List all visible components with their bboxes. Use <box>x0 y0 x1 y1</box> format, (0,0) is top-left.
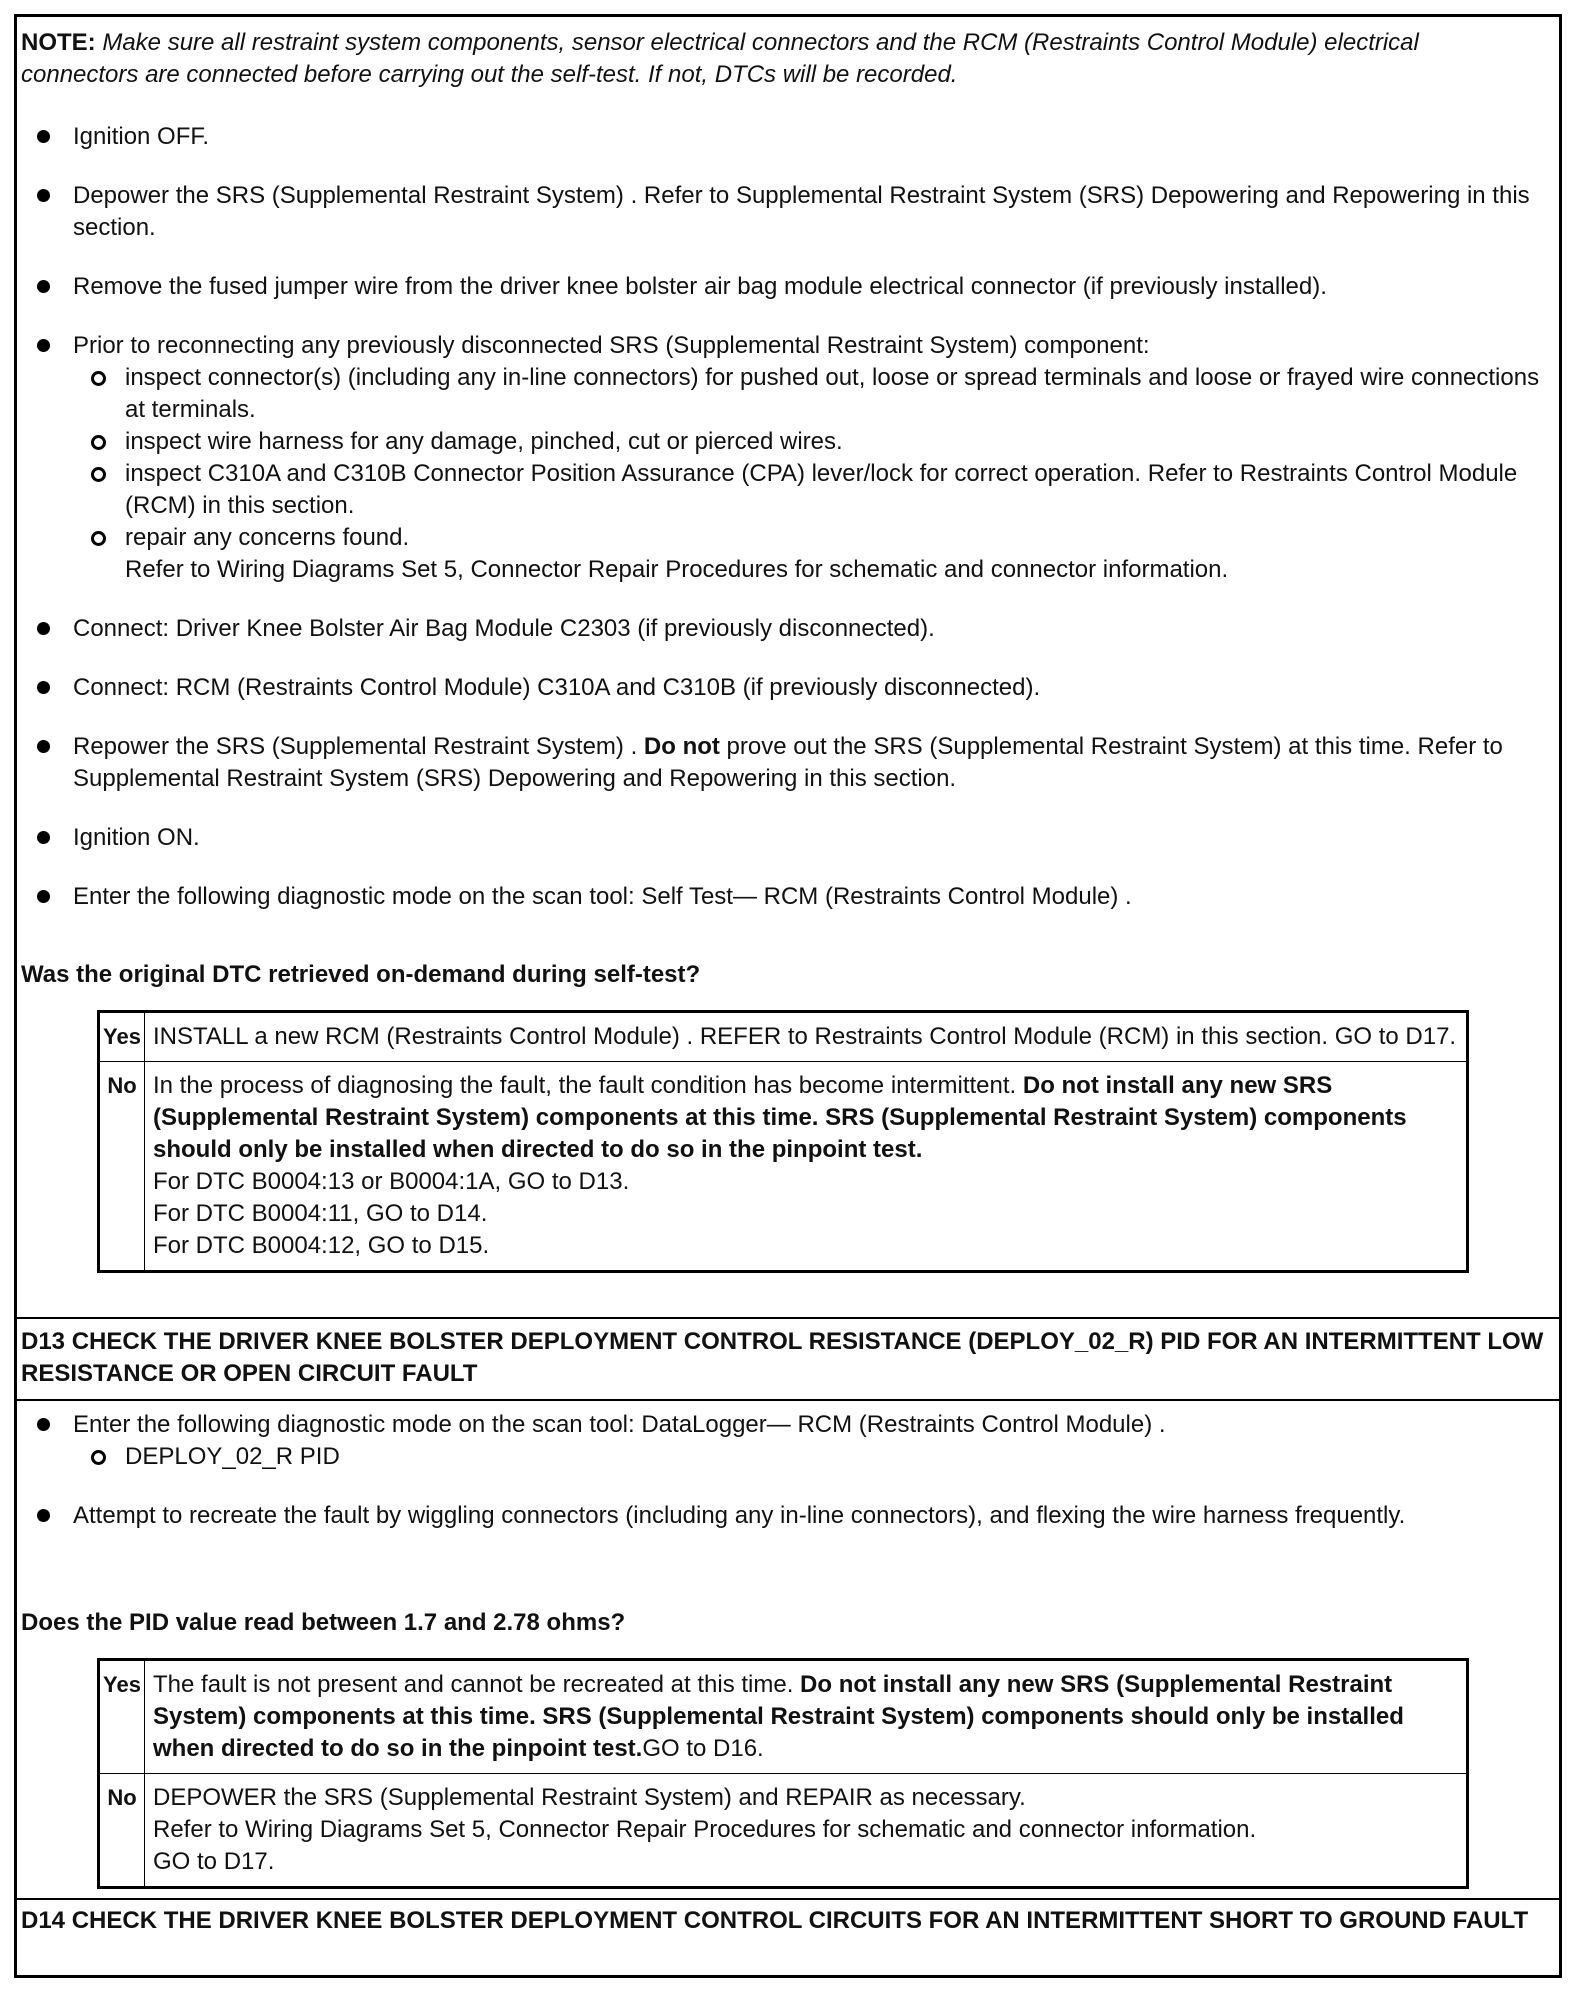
list-item: Ignition ON. <box>17 822 1547 854</box>
circle-bullet-icon <box>91 371 106 386</box>
list-item: Enter the following diagnostic mode on the scan tool: Self Test— RCM (Restraints Control Module) . <box>17 881 1547 913</box>
procedure-frame <box>14 14 1562 1978</box>
table-row <box>99 1062 1468 1272</box>
circle-bullet-icon <box>91 1450 106 1465</box>
sub-list-item: inspect connector(s) (including any in-line connectors) for pushed out, loose or spread terminals and loose or frayed wire connections at terminals. <box>73 362 1547 426</box>
circle-bullet-icon <box>91 435 106 450</box>
list-item: Depower the SRS (Supplemental Restraint System) . Refer to Supplemental Restraint System (SRS) Depowering and Repowering in this section. <box>17 180 1547 244</box>
sub-list-item: DEPLOY_02_R PID <box>73 1441 1547 1473</box>
sub-list-item: repair any concerns found. Refer to Wiring Diagrams Set 5, Connector Repair Procedures for schematic and connector information. <box>73 522 1547 586</box>
divider <box>17 1317 1559 1319</box>
result-table-2 <box>97 1658 1469 1889</box>
no-key: No <box>99 1062 145 1272</box>
circle-bullet-icon <box>91 467 106 482</box>
bullet-icon <box>37 1509 50 1522</box>
d13-step-list <box>17 1409 1547 1532</box>
list-item: Repower the SRS (Supplemental Restraint System) . Do not prove out the SRS (Supplemental Restraint System) at this time. Refer to Supplemental Restraint System (SRS) Depowering and Repowering in this section. <box>17 731 1547 795</box>
list-item: Prior to reconnecting any previously disconnected SRS (Supplemental Restraint System) component: inspect connector(s) (including any in-line connectors) for pushed out, loose or spread terminals and loose or frayed wire connections at terminals. inspect wire harness for any damage, pinched, cut or pierced wires. inspect C310A and C310B Connector Position Assurance (CPA) lever/lock for correct operation. Refer to Restraints Control Module (RCM) in this section. repair any concerns found. Refer to Wiring Diagrams Set 5, Connector Repair Procedures for schematic and connector information. <box>17 330 1547 586</box>
no-action: DEPOWER the SRS (Supplemental Restraint System) and REPAIR as necessary. Refer to Wiring Diagrams Set 5, Connector Repair Procedures for schematic and connector information. GO to D17. <box>145 1774 1468 1888</box>
list-item: Connect: RCM (Restraints Control Module) C310A and C310B (if previously disconnected). <box>17 672 1547 704</box>
sub-list <box>17 1441 1547 1473</box>
no-key: No <box>99 1774 145 1888</box>
list-item: Remove the fused jumper wire from the driver knee bolster air bag module electrical connector (if previously installed). <box>17 271 1547 303</box>
circle-bullet-icon <box>91 531 106 546</box>
list-item: Connect: Driver Knee Bolster Air Bag Module C2303 (if previously disconnected). <box>17 613 1547 645</box>
divider <box>17 1399 1559 1401</box>
yes-action: The fault is not present and cannot be recreated at this time. Do not install any new SRS (Supplemental Restraint System) components at this time. SRS (Supplemental Restraint System) components should only be installed when directed to do so in the pinpoint test.GO to D16. <box>145 1660 1468 1774</box>
yes-key: Yes <box>99 1012 145 1062</box>
no-action: In the process of diagnosing the fault, the fault condition has become intermittent. Do not install any new SRS (Supplemental Restraint System) components at this time. SRS (Supplemental Restraint System) components should only be installed when directed to do so in the pinpoint test. For DTC B0004:13 or B0004:1A, GO to D13. For DTC B0004:11, GO to D14. For DTC B0004:12, GO to D15. <box>145 1062 1468 1272</box>
step-list <box>17 121 1547 913</box>
step-heading-d14: D14 CHECK THE DRIVER KNEE BOLSTER DEPLOYMENT CONTROL CIRCUITS FOR AN INTERMITTENT SHORT TO GROUND FAULT <box>21 1907 1529 1934</box>
bullet-icon <box>37 681 50 694</box>
table-row <box>99 1012 1468 1062</box>
step-heading-d13: D13 CHECK THE DRIVER KNEE BOLSTER DEPLOYMENT CONTROL RESISTANCE (DEPLOY_02_R) PID FOR AN INTERMITTENT LOW RESISTANCE OR OPEN CIRCUIT FAULT <box>21 1328 1544 1387</box>
bullet-icon <box>37 740 50 753</box>
sub-list-item: inspect C310A and C310B Connector Position Assurance (CPA) lever/lock for correct operation. Refer to Restraints Control Module (RCM) in this section. <box>73 458 1547 522</box>
result-table-1 <box>97 1010 1469 1273</box>
list-item: Ignition OFF. <box>17 121 1547 153</box>
bullet-icon <box>37 280 50 293</box>
bullet-icon <box>37 831 50 844</box>
bullet-icon <box>37 339 50 352</box>
yes-key: Yes <box>99 1660 145 1774</box>
divider <box>17 1898 1559 1900</box>
question-1: Was the original DTC retrieved on-demand during self-test? <box>21 961 701 988</box>
table-row <box>99 1774 1468 1888</box>
bullet-icon <box>37 130 50 143</box>
sub-list <box>17 362 1547 586</box>
bullet-icon <box>37 189 50 202</box>
note-block <box>21 27 1541 91</box>
note-text: Make sure all restraint system components, sensor electrical connectors and the RCM (Restraints Control Module) electrical connectors are connected before carrying out the self-test. If not, DTCs will be recorded. <box>21 29 1419 88</box>
yes-action: INSTALL a new RCM (Restraints Control Module) . REFER to Restraints Control Module (RCM) in this section. GO to D17. <box>145 1012 1468 1062</box>
sub-list-item: inspect wire harness for any damage, pinched, cut or pierced wires. <box>73 426 1547 458</box>
bullet-icon <box>37 890 50 903</box>
list-item: Enter the following diagnostic mode on the scan tool: DataLogger— RCM (Restraints Control Module) . DEPLOY_02_R PID <box>17 1409 1547 1473</box>
bullet-icon <box>37 622 50 635</box>
question-2: Does the PID value read between 1.7 and 2.78 ohms? <box>21 1609 626 1636</box>
table-row <box>99 1660 1468 1774</box>
bullet-icon <box>37 1418 50 1431</box>
list-item: Attempt to recreate the fault by wiggling connectors (including any in-line connectors), and flexing the wire harness frequently. <box>17 1500 1547 1532</box>
note-label: NOTE: <box>21 29 96 56</box>
